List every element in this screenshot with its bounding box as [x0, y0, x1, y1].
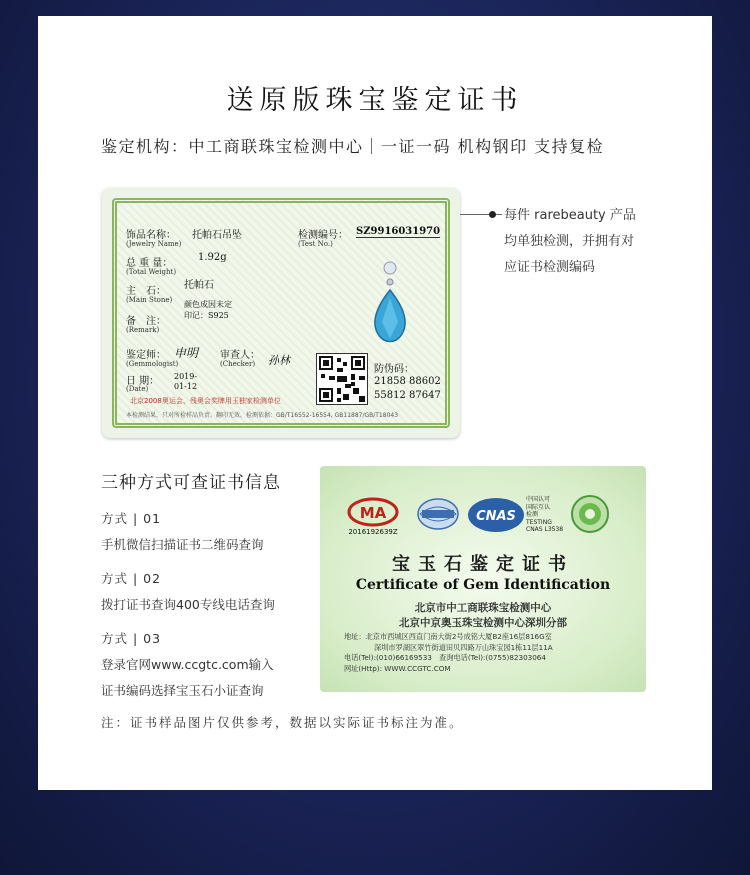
cert-weight-label-en: (Total Weight)	[126, 268, 177, 276]
cert-name-label: 饰品名称：	[126, 230, 176, 241]
cnas-side-1: 中国认可	[526, 496, 551, 503]
gem-telephone: 电话(Tel):(010)66169533 查询电话(Tel):(0755)82303064	[344, 653, 546, 662]
verification-methods-title: 三种方式可查证书信息	[101, 473, 281, 493]
gem-website: 网址(Http): WWW.CCGTC.COM	[344, 663, 451, 673]
method-03	[101, 626, 274, 704]
callout-text	[504, 203, 636, 281]
method-03-text-1: 登录官网www.ccgtc.com输入	[101, 657, 274, 672]
cma-logo-icon	[346, 496, 400, 536]
cert-checker-sign: 孙林	[268, 354, 290, 367]
page-title: 送原版珠宝鉴定证书	[226, 85, 524, 116]
qr-code-icon[interactable]	[316, 353, 368, 405]
certificate-card	[102, 188, 460, 438]
method-01-heading: 方式 | 01	[101, 511, 162, 526]
topaz-pendant-icon	[354, 258, 426, 350]
gem-address-1: 地址：北京市西城区西直门南大街2号成铭大厦B2座16层816G室	[344, 632, 552, 641]
gem-certificate-org-2: 北京中京奥玉珠宝检测中心深圳分部	[399, 617, 567, 629]
cert-gemmologist-sign: 申明	[174, 346, 199, 360]
page-subtitle: 鉴定机构：中工商联珠宝检测中心｜一证一码 机构钢印 支持复检	[101, 137, 605, 156]
cert-date-label: 日 期：	[126, 376, 160, 387]
cert-date-value-1: 2019-	[174, 372, 198, 381]
cert-name-value: 托帕石吊坠	[192, 230, 242, 241]
cert-weight-value: 1.92g	[198, 252, 227, 263]
cert-test-no-label: 检测编号：	[298, 230, 348, 241]
callout-dot	[489, 211, 496, 218]
cma-code: 2016192639Z	[348, 528, 398, 536]
method-01	[101, 506, 264, 558]
method-02-heading: 方式 | 02	[101, 571, 162, 586]
cert-name-label-en: (Jewelry Name)	[126, 240, 182, 248]
cert-checker-label-en: (Checker)	[220, 360, 256, 368]
footer-note: 注：证书样品图片仅供参考，数据以实际证书标注为准。	[101, 715, 464, 730]
gem-certificate-org-1: 北京市中工商联珠宝检测中心	[414, 602, 552, 614]
cert-date-label-en: (Date)	[126, 385, 149, 393]
gem-certificate-address	[344, 632, 553, 674]
cert-anticounterfeit-label: 防伪码：	[374, 364, 414, 375]
callout-line-3: 应证书检测编码	[504, 260, 596, 275]
cnas-accreditation-text	[526, 496, 563, 534]
method-02	[101, 566, 275, 618]
method-03-heading: 方式 | 03	[101, 631, 162, 646]
cert-fine-print: 本检测结果，只对所检样品负责。翻印无效。检测依据：GB/T16552-16554, GB11887/GB/T18043	[126, 412, 399, 419]
cert-remark-label-en: (Remark)	[126, 326, 160, 334]
green-seal-logo-icon	[570, 494, 610, 534]
cnas-side-3: 检测	[526, 511, 539, 518]
callout-line-1: 每件 rarebeauty 产品	[504, 208, 636, 223]
cert-stone-label-en: (Main Stone)	[126, 296, 173, 304]
cnas-side-4: TESTING	[526, 518, 552, 526]
cert-checker-label: 审查人：	[220, 350, 260, 361]
cert-weight-label: 总 重 量：	[126, 258, 173, 269]
ilac-mra-logo-icon	[416, 496, 460, 532]
cert-anticounterfeit-code-2: 55812 87647	[374, 390, 441, 401]
method-03-text-2: 证书编码选择宝玉石小证查询	[101, 683, 264, 698]
cert-test-no-label-en: (Test No.)	[298, 240, 333, 248]
cert-remark-value-1: 颜色成因未定	[184, 300, 232, 309]
method-01-text: 手机微信扫描证书二维码查询	[101, 537, 264, 552]
cnas-logo-icon	[466, 496, 526, 534]
cert-stone-label: 主 石：	[126, 286, 166, 297]
gem-certificate-title-en: Certificate of Gem Identification	[355, 577, 611, 593]
cert-gemmologist-label: 鉴定师：	[126, 350, 166, 361]
cert-gemmologist-label-en: (Gemmologist)	[126, 360, 179, 368]
cma-text: MA	[359, 504, 387, 522]
cert-date-value-2: 01-12	[174, 382, 198, 391]
cert-remark-value-2: 印记：S925	[184, 311, 229, 320]
gem-certificate-cover	[320, 466, 646, 692]
cnas-side-2: 国际互认	[526, 503, 551, 511]
cert-test-no-value: SZ9916031970	[356, 226, 441, 237]
gem-certificate-title-cn: 宝玉石鉴定证书	[392, 554, 574, 575]
callout-line-2: 均单独检测，并拥有对	[504, 234, 635, 249]
content-panel	[38, 16, 712, 790]
cnas-side-5: CNAS L3538	[526, 526, 564, 533]
cert-remark-label: 备 注：	[126, 316, 166, 327]
cert-stone-value: 托帕石	[184, 280, 214, 291]
cnas-text: CNAS	[476, 509, 516, 524]
method-02-text: 拨打证书查询400专线电话查询	[101, 597, 275, 612]
gem-address-2: 深圳市罗湖区翠竹街道田贝四路万山珠宝园1栋11层11A	[374, 642, 553, 652]
cert-anticounterfeit-code-1: 21858 88602	[374, 376, 441, 387]
cert-olympic-note: 北京2008奥运会、残奥会奖牌用玉独家检测单位	[130, 397, 281, 405]
